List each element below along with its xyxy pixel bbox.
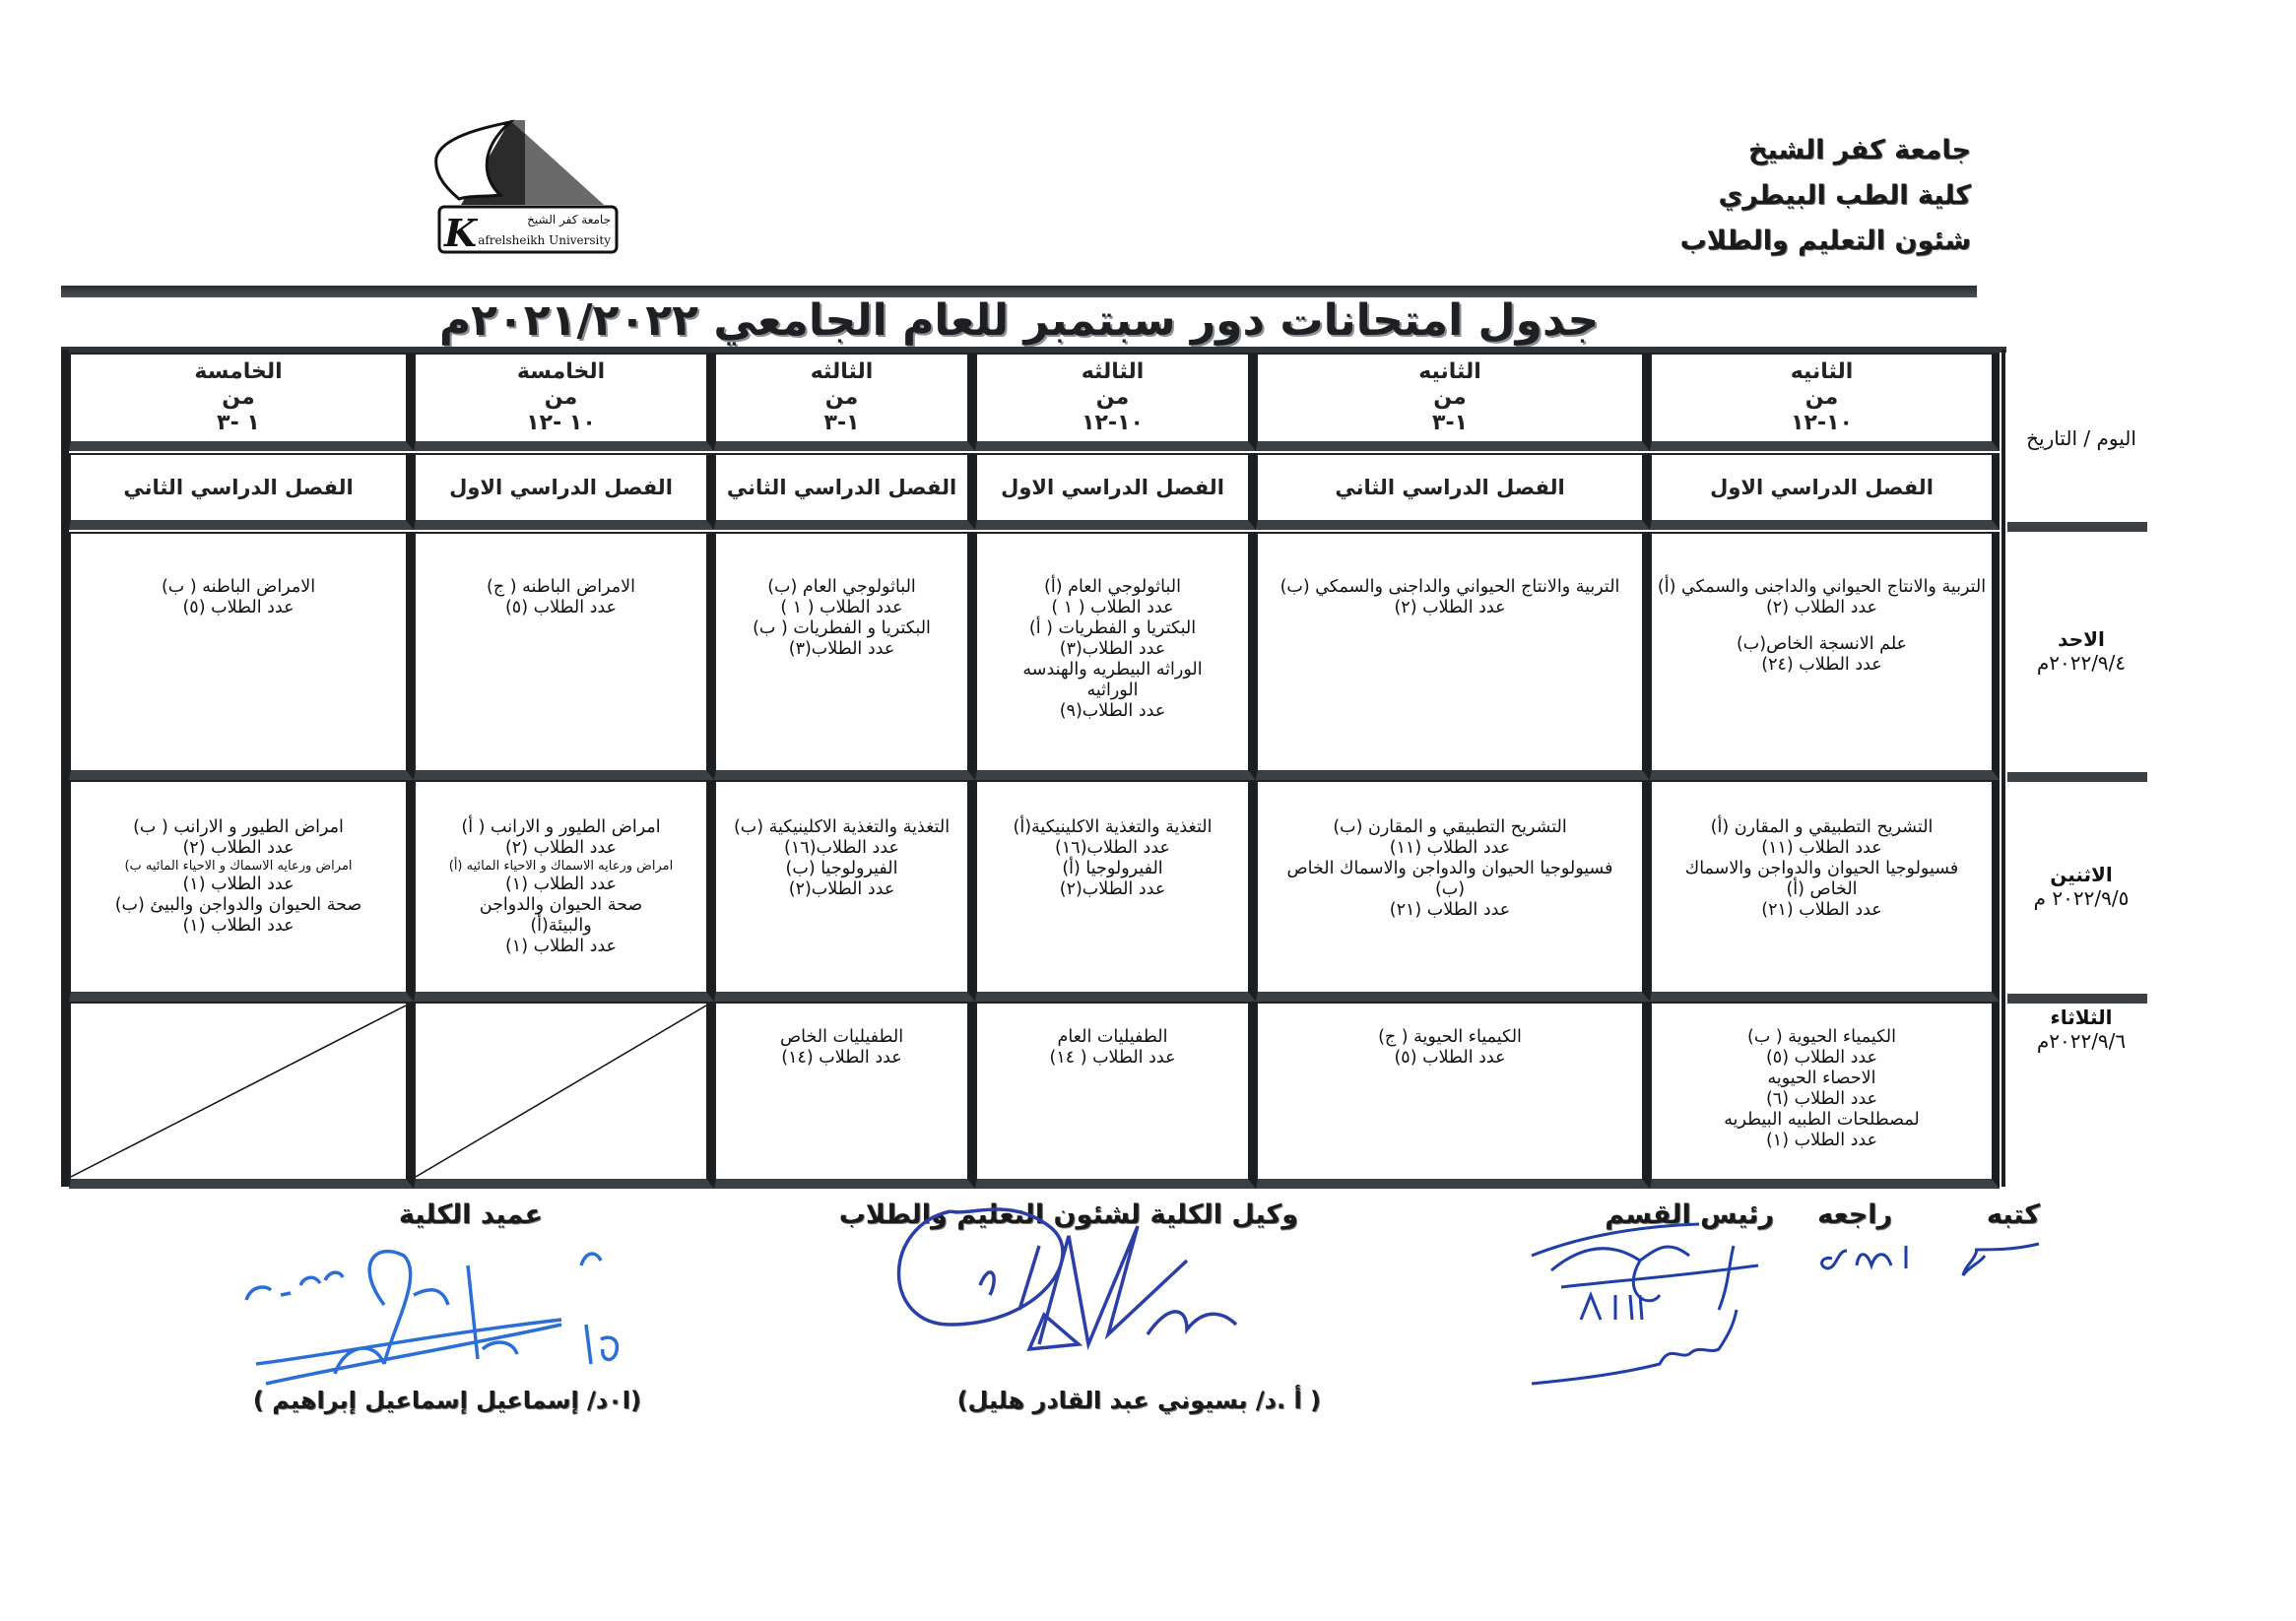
exam-cell (975, 780, 1256, 1002)
reviewed-by-signature-icon (1807, 1241, 1916, 1280)
student-count: عدد الطلاب (٦) (1765, 1089, 1878, 1109)
subject-name: والبيئة(أ) (530, 916, 592, 936)
exam-cell (69, 532, 414, 780)
day-column-divider (2007, 522, 2147, 532)
subject-name: البكتريا و الفطريات ( ب) (753, 618, 931, 638)
student-count: عدد الطلاب (١١) (1761, 838, 1882, 858)
student-count: عدد الطلاب (١) (182, 875, 295, 894)
subject-name: البكتريا و الفطريات ( أ) (1028, 618, 1197, 638)
subject-name: فسيولوجيا الحيوان والدواجن والاسماك (1684, 859, 1959, 878)
subject-name: التربية والانتاج الحيواني والداجنى والسمكي (ب) (1279, 577, 1620, 597)
subject-name: الخاص (أ) (1786, 879, 1858, 899)
subject-name: امراض الطيور و الارانب ( أ) (461, 817, 661, 837)
column-term: الفصل الدراسي الاول (975, 453, 1256, 530)
exam-cell (975, 532, 1256, 780)
student-count: عدد الطلاب(٣) (1059, 639, 1166, 659)
column-from: من (1804, 385, 1839, 410)
subject-name: امراض الطيور و الارانب ( ب) (133, 817, 344, 837)
exam-cell (1650, 532, 2000, 780)
subject-name: الاحصاء الحيويه (1767, 1069, 1876, 1088)
day-name: الاحد (2058, 627, 2105, 651)
student-count: عدد الطلاب ( ١ ) (780, 598, 903, 617)
subject-name: صحة الحيوان والدواجن والبيئ (ب) (114, 895, 362, 915)
column-level: الخامسة (194, 359, 283, 384)
student-count: عدد الطلاب (٥) (1394, 1048, 1506, 1068)
student-count: عدد الطلاب(٩) (1059, 701, 1166, 721)
column-header (1650, 353, 2000, 451)
subject-name: امراض ورعايه الاسماك و الاحياء المائيه (أ) (448, 859, 674, 874)
subject-name: الفيرولوجيا (ب) (785, 859, 898, 878)
column-term: الفصل الدراسي الاول (414, 453, 714, 530)
column-header (714, 353, 975, 451)
student-count: عدد الطلاب (٥) (504, 598, 618, 617)
student-count: عدد الطلاب ( ١ ) (1051, 598, 1174, 617)
student-count: عدد الطلاب (٢) (1765, 598, 1878, 617)
student-count: عدد الطلاب (١) (182, 916, 295, 936)
page-title: جدول امتحانات دور سبتمبر للعام الجامعي ٢٠٢١/٢٠٢٢م (438, 295, 1600, 346)
day-date-header (2007, 355, 2155, 522)
student-count: عدد الطلاب (٢٤) (1761, 655, 1882, 675)
student-count: عدد الطلاب (١) (1765, 1131, 1878, 1150)
student-count: عدد الطلاب(١٦) (1055, 838, 1170, 858)
column-time: ١٠-١٢ (1082, 411, 1144, 435)
column-header (69, 353, 414, 451)
column-from: من (1095, 385, 1130, 410)
subject-name: الفيرولوجيا (أ) (1062, 859, 1163, 878)
subject-name: الوراثه البيطريه والهندسه (1022, 660, 1203, 680)
exam-cell (1650, 780, 2000, 1002)
subject-name: الكيمياء الحيوية ( ج) (1378, 1027, 1522, 1047)
subject-name: علم الانسجة الخاص(ب) (1736, 634, 1908, 654)
student-count: عدد الطلاب (٢) (182, 838, 295, 858)
subject-name: التشريح التطبيقي و المقارن (ب) (1333, 817, 1567, 837)
student-count: عدد الطلاب (١) (504, 875, 618, 894)
student-count: عدد الطلاب (١٤) (781, 1048, 902, 1068)
exam-cell (714, 780, 975, 1002)
column-time: ١-٣ (823, 411, 860, 435)
subject-name: التشريح التطبيقي و المقارن (أ) (1710, 817, 1934, 837)
column-level: الثالثه (810, 359, 874, 384)
dean-label: عميد الكلية (398, 1200, 543, 1230)
column-term: الفصل الدراسي الثاني (69, 453, 414, 530)
column-header (414, 353, 714, 451)
exam-cell (1256, 1002, 1650, 1189)
subject-name: امراض ورعايه الاسماك و الاحياء المائيه ب) (124, 859, 353, 874)
subject-name: (ب) (1434, 879, 1466, 899)
crossed-out-cell-icon (416, 1004, 706, 1179)
university-name: جامعة كفر الشيخ (1747, 135, 1971, 165)
day-date-cell (2007, 1002, 2155, 1179)
day-column-border (2001, 350, 2005, 1187)
exam-cell (714, 1002, 975, 1189)
student-count: عدد الطلاب (٢١) (1389, 900, 1511, 920)
vice-dean-label: وكيل الكلية لشئون التعليم والطلاب (838, 1200, 1298, 1230)
logo-initial: K (444, 211, 478, 255)
student-count: عدد الطلاب (١) (504, 937, 618, 956)
exam-cell (414, 532, 714, 780)
column-from: من (222, 385, 255, 410)
column-time: ١٠-١٢ (1791, 411, 1853, 435)
empty-exam-cell (69, 1002, 414, 1189)
exam-date: ٢٠٢٢/٩/٤م (2036, 651, 2127, 675)
head-of-department-signature-icon (1522, 1216, 1778, 1394)
student-count: عدد الطلاب (١١) (1389, 838, 1511, 858)
student-count: عدد الطلاب (٢) (504, 838, 618, 858)
subject-name: الامراض الباطنه ( ج) (487, 577, 635, 597)
subject-name: الوراثيه (1086, 681, 1139, 700)
exam-cell (69, 780, 414, 1002)
subject-name: التربية والانتاج الحيواني والداجنى والسمكي (أ) (1657, 577, 1987, 597)
day-date-cell (2007, 532, 2155, 770)
column-header (975, 353, 1256, 451)
subject-name: الطفيليات الخاص (779, 1027, 904, 1047)
written-by-signature-icon (1955, 1236, 2044, 1285)
institution-header (1680, 128, 1971, 264)
student-count: عدد الطلاب(٣) (788, 639, 895, 659)
column-time: ١ -٣ (217, 411, 260, 435)
column-time: ١-٣ (1432, 411, 1469, 435)
subject-name: الباثولوجي العام (ب) (767, 577, 916, 597)
subject-name: التغذية والتغذية الاكلينيكية (ب) (733, 817, 951, 837)
head-of-department-label: رئيس القسم (1605, 1200, 1774, 1230)
subject-name: لمصطلحات الطبيه البيطريه (1724, 1110, 1920, 1130)
column-from: من (824, 385, 859, 410)
day-date-cell (2007, 780, 2155, 992)
exam-date: ٢٠٢٢/٩/٥ م (2033, 885, 2130, 910)
column-level: الثانيه (1790, 359, 1854, 384)
subject-name: الطفيليات العام (1057, 1027, 1168, 1047)
student-count: عدد الطلاب (٢) (1394, 598, 1506, 617)
subject-name: الامراض الباطنه ( ب) (161, 577, 316, 597)
column-from: من (544, 385, 578, 410)
subject-name: التغذية والتغذية الاكلينيكية(أ) (1013, 817, 1213, 837)
logo-text-english: afrelsheikh University (478, 233, 611, 247)
exam-date: ٢٠٢٢/٩/٦م (2036, 1029, 2127, 1053)
subject-name: الكيمياء الحيوية ( ب) (1747, 1027, 1896, 1047)
student-count: عدد الطلاب (٥) (182, 598, 295, 617)
subject-name: صحة الحيوان والدواجن (479, 895, 643, 915)
crossed-out-cell-icon (71, 1004, 406, 1179)
day-name: الثلاثاء (2050, 1005, 2113, 1029)
empty-exam-cell (414, 1002, 714, 1189)
subject-name: فسيولوجيا الحيوان والدواجن والاسماك الخاص (1286, 859, 1613, 878)
dean-signature-icon (236, 1246, 680, 1394)
logo-text-arabic: جامعة كفر الشيخ (527, 213, 611, 227)
pyramid-logo-icon (431, 108, 623, 256)
column-term: الفصل الدراسي الثاني (1256, 453, 1650, 530)
department-name: شئون التعليم والطلاب (1679, 226, 1971, 256)
column-header (1256, 353, 1650, 451)
vice-dean-signature-icon (891, 1206, 1256, 1384)
faculty-name: كلية الطب البيطري (1718, 180, 1971, 211)
dean-name: (ا٠د/ إسماعيل إسماعيل إبراهيم ) (252, 1387, 641, 1414)
student-count: عدد الطلاب(٢) (788, 879, 895, 899)
student-count: عدد الطلاب (٢١) (1761, 900, 1882, 920)
column-term: الفصل الدراسي الثاني (714, 453, 975, 530)
column-term: الفصل الدراسي الاول (1650, 453, 2000, 530)
reviewed-by-label: راجعه (1817, 1200, 1892, 1230)
vice-dean-name: ( أ .د/ بسيوني عبد القادر هليل) (956, 1387, 1321, 1414)
column-level: الثانيه (1418, 359, 1481, 384)
column-from: من (1433, 385, 1467, 410)
exam-cell (1256, 780, 1650, 1002)
subject-name: الباثولوجي العام (أ) (1044, 577, 1181, 597)
table-left-border (61, 350, 69, 1187)
column-time: ١٠ -١٢ (526, 411, 596, 435)
student-count: عدد الطلاب(١٦) (784, 838, 899, 858)
exam-cell (414, 780, 714, 1002)
day-date-header-label: اليوم / التاريخ (2026, 426, 2136, 450)
student-count: عدد الطلاب(٢) (1059, 879, 1166, 899)
exam-cell (1650, 1002, 2000, 1189)
written-by-label: كتبه (1986, 1200, 2040, 1230)
exam-cell (1256, 532, 1650, 780)
student-count: عدد الطلاب (٥) (1765, 1048, 1878, 1068)
university-logo (431, 108, 623, 256)
column-level: الثالثه (1081, 359, 1145, 384)
exam-cell (714, 532, 975, 780)
student-count: عدد الطلاب ( ١٤) (1049, 1048, 1176, 1068)
day-name: الاثنين (2050, 862, 2113, 886)
column-level: الخامسة (516, 359, 606, 384)
exam-cell (975, 1002, 1256, 1189)
